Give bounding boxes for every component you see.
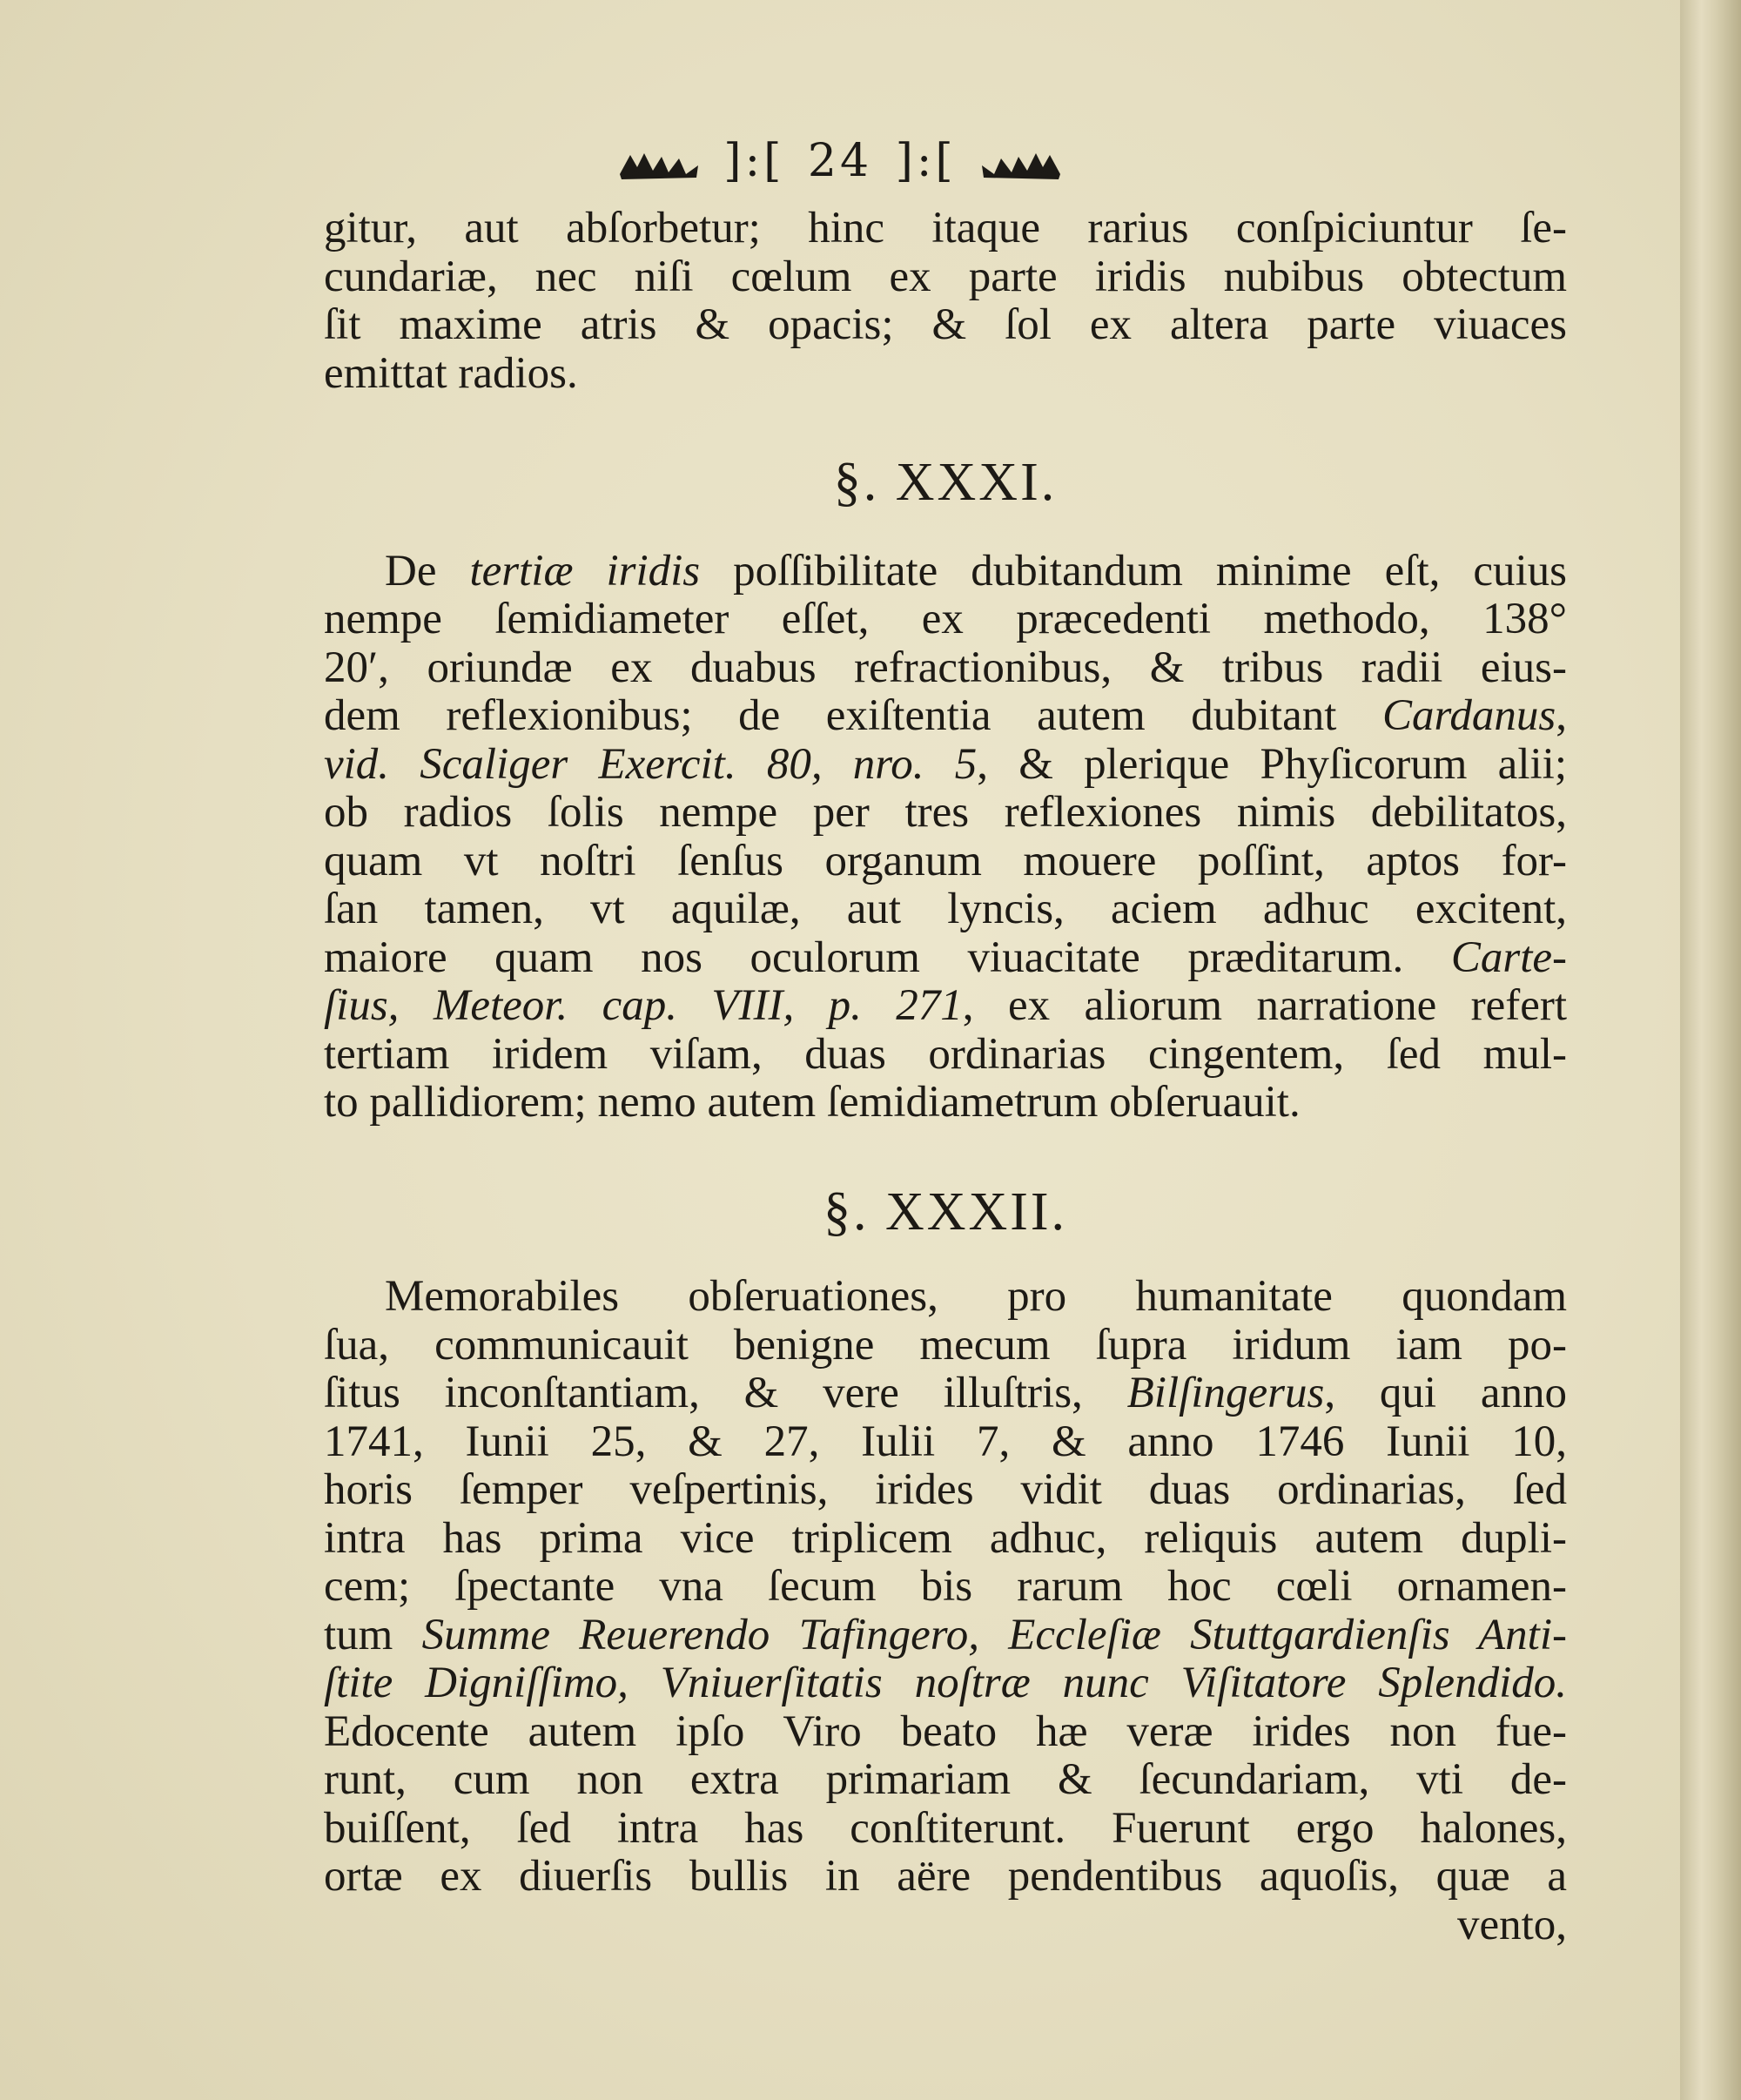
- italic-run: ſtite Digniſſimo, Vniuerſitatis noſtræ nunc Viſitatore Splendido.: [324, 1659, 1567, 1707]
- text-run: , qui anno: [1324, 1369, 1567, 1417]
- italic-run: tertiæ iridis: [469, 546, 701, 596]
- text-line: [324, 1370, 1567, 1418]
- text-line: buiſſent, ſed intra has conſtiterunt. Fuerunt ergo halones,: [324, 1803, 1567, 1853]
- italic-run: Cardanus: [1381, 691, 1556, 740]
- section-heading-31: §. XXXI.: [833, 453, 1058, 512]
- section-heading-32: §. XXXII.: [823, 1181, 1068, 1242]
- text-run: tum: [324, 1610, 393, 1659]
- page-edge: [1680, 0, 1741, 2100]
- text-run: , & plerique Phyſicorum alii;: [977, 739, 1568, 789]
- text-line: tertiam iridem viſam, duas ordinarias cingentem, ſed mul-: [324, 1029, 1567, 1079]
- catchword: vento,: [1456, 1900, 1567, 1949]
- paragraph-section-31: [324, 548, 1567, 1127]
- page-body: [324, 205, 1567, 1949]
- text-run: dem reflexionibus; de exiſtentia autem dubitant: [324, 691, 1337, 740]
- header-bracket-left: ]:[: [723, 135, 785, 187]
- italic-run: vid. Scaliger Exercit. 80, nro. 5: [324, 739, 978, 789]
- text-line: quam vt noſtri ſenſus organum mouere poſſint, aptos for-: [324, 836, 1567, 885]
- text-line: runt, cum non extra primariam & ſecundariam, vti de-: [324, 1755, 1567, 1804]
- text-line: cem; ſpectante vna ſecum bis rarum hoc cœli ornamen-: [324, 1562, 1567, 1611]
- text-line: [324, 548, 1567, 596]
- text-line: 1741, Iunii 25, & 27, Iulii 7, & anno 1746 Iunii 10,: [324, 1417, 1567, 1466]
- text-line: Edocente autem ipſo Viro beato hæ veræ irides non fue-: [324, 1706, 1567, 1756]
- text-line: ſit maxime atris & opacis; & ſol ex altera parte viuaces: [324, 300, 1567, 349]
- text-line: gitur, aut abſorbetur; hinc itaque rarius conſpiciuntur ſe-: [324, 204, 1567, 252]
- text-line: [324, 1659, 1567, 1708]
- text-line: ſan tamen, vt aquilæ, aut lyncis, aciem adhuc excitent,: [324, 885, 1567, 933]
- paragraph-section-32: [324, 1273, 1567, 1949]
- text-line: ortæ ex diuerſis bullis in aëre pendentibus aquoſis, quæ a: [324, 1852, 1567, 1901]
- ornament-left-icon: [618, 148, 701, 181]
- text-line: nempe ſemidiameter eſſet, ex præcedenti methodo, 138°: [324, 595, 1567, 643]
- text-line: [324, 934, 1567, 983]
- text-line: 20′, oriundæ ex duabus refractionibus, & tribus radii eius-: [324, 643, 1567, 692]
- text-line: ſua, communicauit benigne mecum ſupra iridum iam po-: [324, 1320, 1567, 1370]
- text-line: [324, 982, 1567, 1031]
- text-line: Memorabiles obſeruationes, pro humanitate quondam: [385, 1272, 1567, 1321]
- header-bracket-right: ]:[: [895, 135, 957, 187]
- text-run: ſitus inconſtantiam, & vere illuſtris,: [324, 1369, 1083, 1417]
- text-run: , ex aliorum narratione refert: [962, 981, 1568, 1030]
- italic-run: Bilſingerus: [1126, 1369, 1325, 1417]
- text-line: [324, 1612, 1567, 1660]
- text-line: horis ſemper veſpertinis, irides vidit duas ordinarias, ſed: [324, 1465, 1567, 1514]
- text-line: intra has prima vice triplicem adhuc, reliquis autem dupli-: [324, 1513, 1567, 1563]
- page-number: 24: [807, 135, 873, 187]
- italic-run: Carte-: [1450, 932, 1567, 982]
- text-line: to pallidiorem; nemo autem ſemidiametrum obſeruauit.: [324, 1078, 1301, 1127]
- text-run: poſſibilitate dubitandum minime eſt, cuius: [733, 546, 1568, 596]
- ornament-right-icon: [979, 148, 1062, 181]
- text-line: ob radios ſolis nempe per tres reflexiones nimis debilitatos,: [324, 788, 1567, 837]
- text-run: maiore quam nos oculorum viuacitate præditarum.: [324, 932, 1404, 982]
- paragraph-continued: [324, 205, 1567, 398]
- italic-run: Summe Reuerendo Tafingero, Eccleſiæ Stuttgardienſis Anti-: [421, 1610, 1567, 1659]
- text-line: [324, 741, 1567, 790]
- text-line: [324, 692, 1567, 741]
- italic-run: ſius, Meteor. cap. VIII, p. 271: [324, 981, 963, 1030]
- text-run: De: [385, 546, 437, 596]
- text-line: cundariæ, nec niſi cœlum ex parte iridis nubibus obtectum: [324, 252, 1567, 301]
- text-line: emittat radios.: [324, 348, 578, 398]
- page-header: [0, 135, 1680, 187]
- text-run: ,: [1556, 691, 1568, 740]
